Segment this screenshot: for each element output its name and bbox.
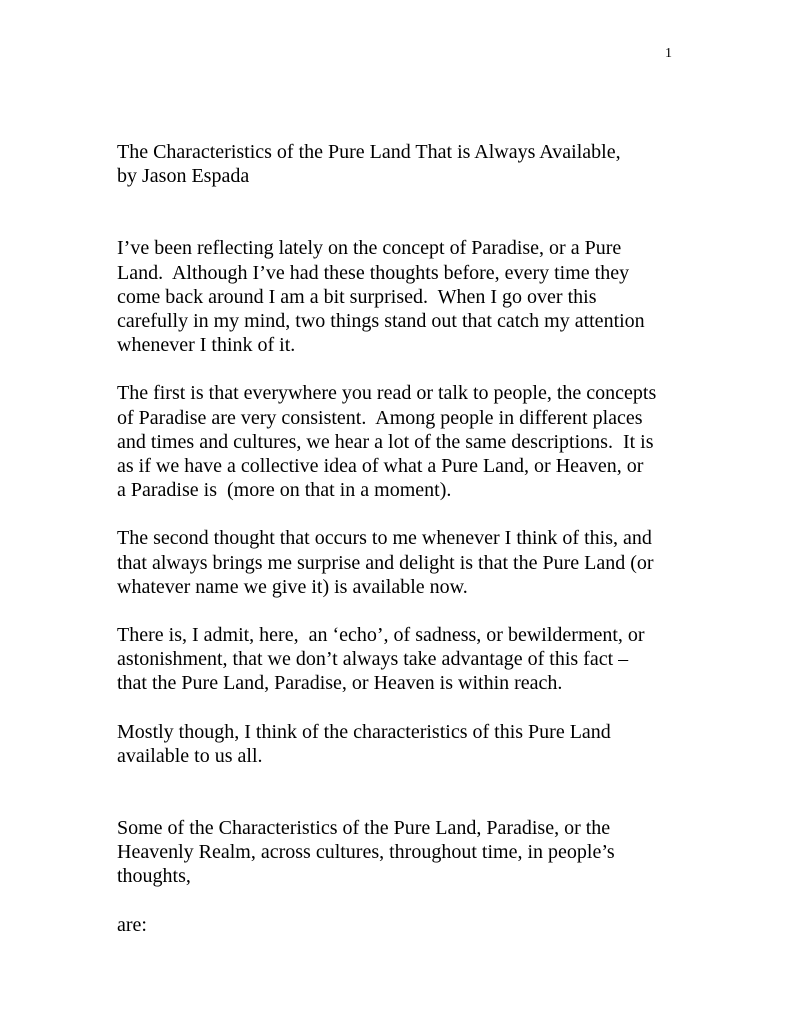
paragraph-line: Mostly though, I think of the characteristics of this Pure Land [117, 720, 611, 743]
paragraph-line: Heavenly Realm, across cultures, throughout time, in people’s [117, 841, 615, 864]
paragraph-line: The first is that everywhere you read or talk to people, the concepts [117, 382, 657, 405]
spacer [117, 889, 692, 913]
page-number: 1 [665, 46, 672, 61]
title-line: The Characteristics of the Pure Land That is Always Available, [117, 141, 621, 163]
paragraph-line: I’ve been reflecting lately on the concept of Paradise, or a Pure [117, 237, 622, 260]
paragraph-line: The second thought that occurs to me whenever I think of this, and [117, 527, 652, 550]
paragraph-line: whenever I think of it. [117, 334, 296, 357]
spacer [117, 188, 692, 236]
paragraph-line: There is, I admit, here, an ‘echo’, of sadness, or bewilderment, or [117, 624, 645, 647]
paragraph-line: carefully in my mind, two things stand out that catch my attention [117, 310, 645, 333]
paragraph-line: are: [117, 913, 147, 936]
paragraph-line: whatever name we give it) is available now. [117, 575, 468, 598]
paragraph [117, 623, 692, 696]
paragraph-line: of Paradise are very consistent. Among people in different places [117, 406, 643, 429]
paragraph [117, 913, 692, 937]
document-body [117, 140, 692, 937]
paragraph-line: thoughts, [117, 865, 191, 888]
paragraph-line: Some of the Characteristics of the Pure Land, Paradise, or the [117, 817, 611, 840]
spacer [117, 357, 692, 381]
paragraph-line: Land. Although I’ve had these thoughts before, every time they [117, 261, 630, 284]
paragraph [117, 720, 692, 768]
paragraph [117, 381, 692, 502]
paragraph-line: that the Pure Land, Paradise, or Heaven is within reach. [117, 672, 563, 695]
spacer [117, 502, 692, 526]
paragraph-line: available to us all. [117, 744, 263, 767]
paragraph [117, 236, 692, 357]
spacer [117, 768, 692, 816]
paragraph-line: a Paradise is (more on that in a moment). [117, 479, 452, 502]
paragraph-line: and times and cultures, we hear a lot of the same descriptions. It is [117, 430, 654, 453]
spacer [117, 599, 692, 623]
paragraph [117, 526, 692, 599]
paragraph-line: that always brings me surprise and delight is that the Pure Land (or [117, 551, 654, 574]
spacer [117, 696, 692, 720]
title-line: by Jason Espada [117, 165, 250, 188]
paragraph-line: as if we have a collective idea of what a Pure Land, or Heaven, or [117, 455, 644, 478]
paragraph-line: come back around I am a bit surprised. When I go over this [117, 285, 597, 308]
paragraph [117, 816, 692, 889]
paragraph-line: astonishment, that we don’t always take advantage of this fact – [117, 648, 629, 671]
document-title [117, 140, 692, 188]
